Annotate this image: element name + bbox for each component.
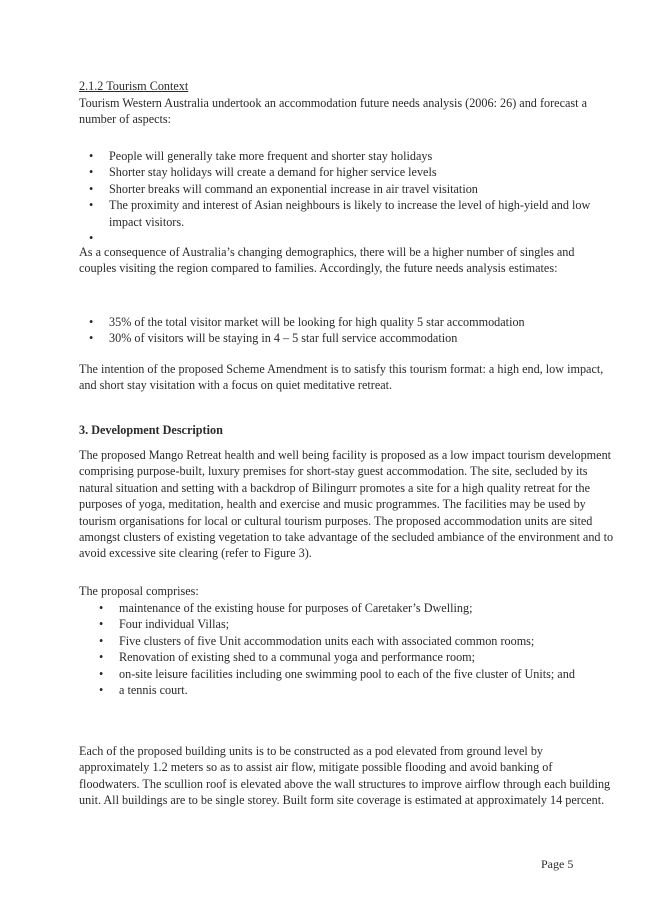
- list-item: • a tennis court.: [79, 682, 614, 698]
- section-heading-tourism-context: 2.1.2 Tourism Context: [79, 79, 189, 93]
- list-item: • maintenance of the existing house for purposes of Caretaker’s Dwelling;: [79, 600, 614, 616]
- list-item: • Four individual Villas;: [79, 616, 614, 632]
- estimates-bullet-list: [79, 314, 614, 347]
- list-item: • 30% of visitors will be staying in 4 – 5 star full service accommodation: [79, 330, 614, 346]
- list-item: • Five clusters of five Unit accommodation units each with associated common rooms;: [79, 633, 614, 649]
- list-item: • People will generally take more frequent and shorter stay holidays: [79, 148, 614, 164]
- list-item: • 35% of the total visitor market will be looking for high quality 5 star accommodation: [79, 314, 614, 330]
- scheme-amendment-paragraph: The intention of the proposed Scheme Amendment is to satisfy this tourism format: a high end, low impact, and short stay visitation with a focus on quiet meditative retreat.: [79, 362, 604, 393]
- forecast-bullet-list: [79, 148, 614, 246]
- section-heading-development-description: 3. Development Description: [79, 423, 223, 437]
- list-item: • Renovation of existing shed to a communal yoga and performance room;: [79, 649, 614, 665]
- list-item: • Shorter breaks will command an exponential increase in air travel visitation: [79, 181, 614, 197]
- proposal-intro: The proposal comprises:: [79, 584, 199, 598]
- proposal-bullet-list: [79, 600, 614, 698]
- tourism-intro-paragraph: Tourism Western Australia undertook an accommodation future needs analysis (2006: 26) and forecast a number of aspects:: [79, 96, 587, 127]
- list-item: • The proximity and interest of Asian neighbours is likely to increase the level of high-yield and low impact visitors.: [79, 197, 614, 230]
- list-item: • Shorter stay holidays will create a demand for higher service levels: [79, 164, 614, 180]
- development-description-paragraph: The proposed Mango Retreat health and well being facility is proposed as a low impact tourism development comprising purpose-built, luxury premises for short-stay guest accommodation. The site, secluded by its natural situation and setting with a backdrop of Bilingurr promotes a site for a high quality retreat for the purposes of yoga, meditation, health and exercise and music programmes. The facilities may be used by tourism organisations for local or cultural tourism purposes. The proposed accommodation units are sited amongst clusters of existing vegetation to take advantage of the secluded ambiance of the environment and to avoid excessive site clearing (refer to Figure 3).: [79, 448, 614, 561]
- list-item: • on-site leisure facilities including one swimming pool to each of the five cluster of Units; and: [79, 666, 614, 682]
- building-units-paragraph: Each of the proposed building units is to be constructed as a pod elevated from ground level by approximately 1.2 meters so as to assist air flow, mitigate possible flooding and avoid banking of floodwaters. The scullion roof is elevated above the wall structures to improve airflow through each building unit. All buildings are to be single storey. Built form site coverage is estimated at approximately 14 percent.: [79, 744, 611, 808]
- page-number: Page 5: [541, 857, 574, 871]
- demographics-paragraph: As a consequence of Australia’s changing demographics, there will be a higher number of singles and couples visiting the region compared to families. Accordingly, the future needs analysis estimates:: [79, 245, 575, 276]
